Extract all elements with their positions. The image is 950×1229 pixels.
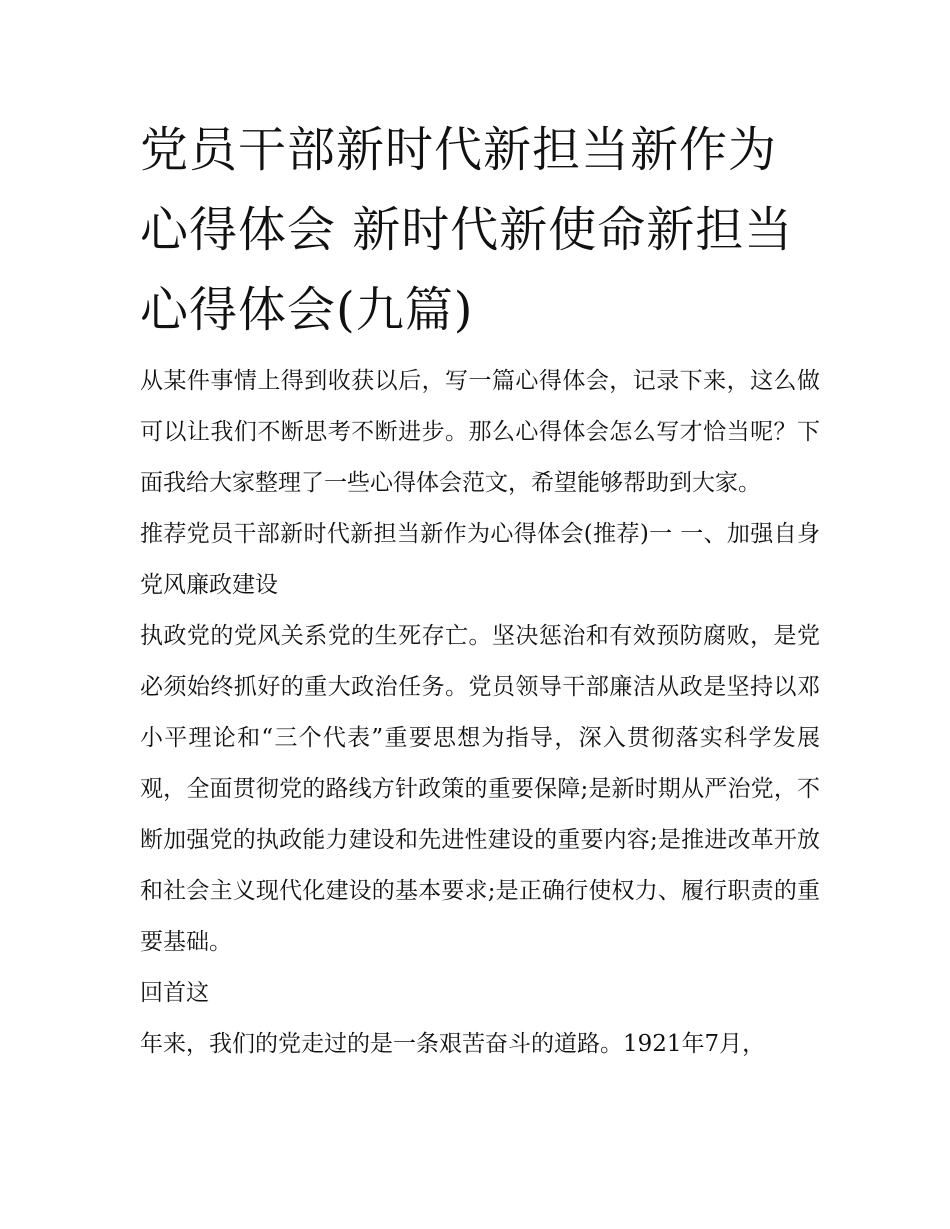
section-heading: 推荐党员干部新时代新担当新作为心得体会(推荐)一 一、加强自身党风廉政建设 [140, 521, 820, 598]
document-title: 党员干部新时代新担当新作为心得体会 新时代新使命新担当心得体会(九篇) [140, 122, 794, 338]
body-paragraph: 年来，我们的党走过的是一条艰苦奋斗的道路。1921年7月， [140, 1031, 766, 1057]
body-paragraph: 回首这 [140, 980, 209, 1006]
body-paragraph: 执政党的党风关系党的生死存亡。坚决惩治和有效预防腐败，是党必须始终抓好的重大政治任务。党员领导干部廉洁从政是坚持以邓小平理论和“三个代表”重要思想为指导，深入贯彻落实科学发展观，全面贯彻党的路线方针政策的重要保障;是新时期从严治党，不断加强党的执政能力建设和先进性建设的重要内容;是推进改革开放和社会主义现代化建设的基本要求;是正确行使权力、履行职责的重要基础。 [140, 623, 820, 955]
document-page [140, 110, 820, 1070]
intro-paragraph: 从某件事情上得到收获以后，写一篇心得体会，记录下来，这么做可以让我们不断思考不断进步。那么心得体会怎么写才恰当呢？下面我给大家整理了一些心得体会范文，希望能够帮助到大家。 [140, 368, 820, 496]
